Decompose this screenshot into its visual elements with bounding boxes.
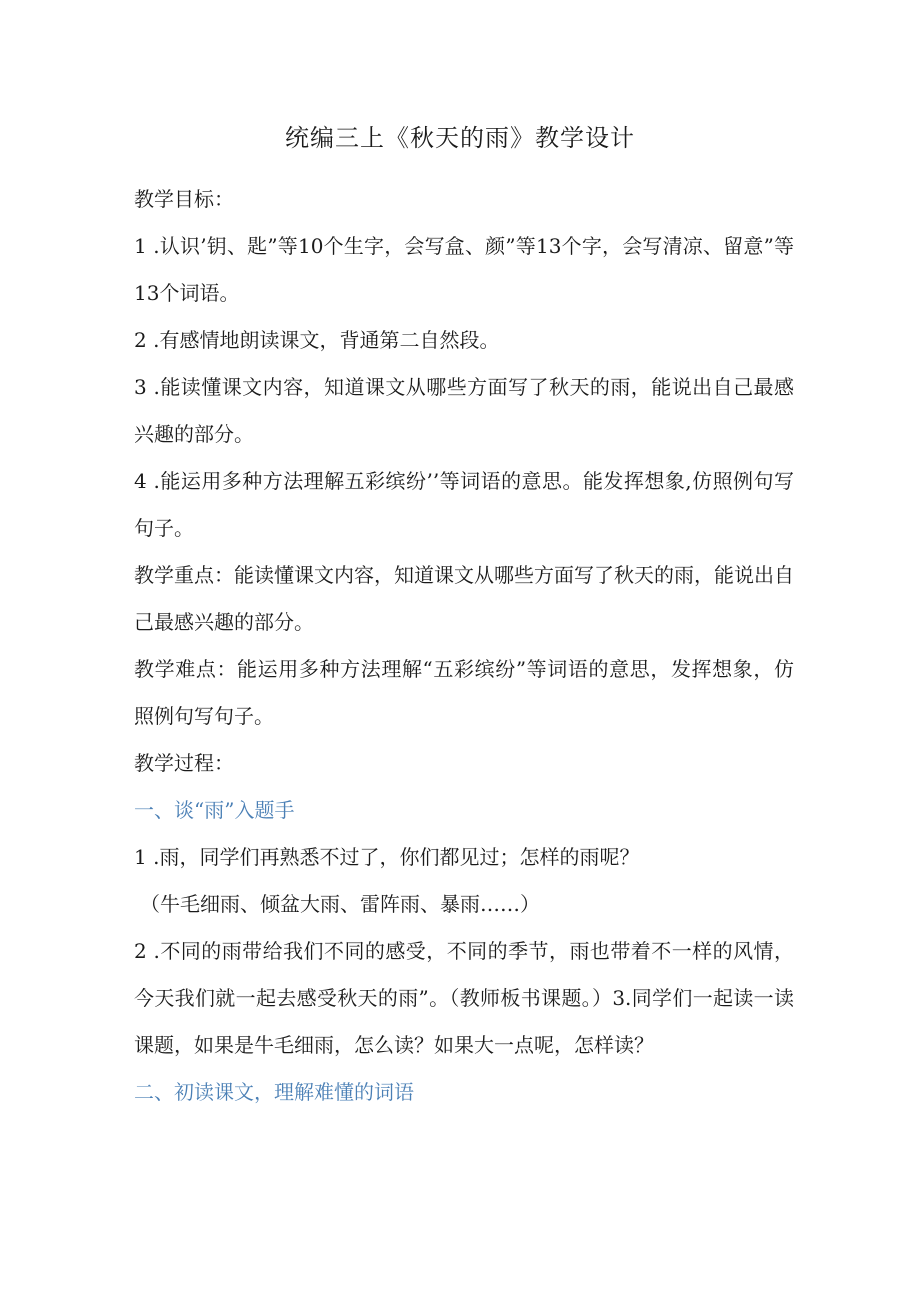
process-step-2: 2 .不同的雨带给我们不同的感受，不同的季节，雨也带着不一样的风情，今天我们就一起去感受秋天的雨”。（教师板书课题。）3.同学们一起读一读课题，如果是牛毛细雨，怎么读？如果大一点呢，怎样读？	[134, 939, 794, 1057]
objective-item-3: 3 .能读懂课文内容，知道课文从哪些方面写了秋天的雨，能说出自己最感兴趣的部分。	[134, 375, 794, 446]
section-label-objectives: 教学目标：	[134, 187, 234, 211]
process-step-1-answer: （牛毛细雨、倾盆大雨、雷阵雨、暴雨……）	[140, 892, 540, 916]
objective-item-1: 1 .认识’钥、匙”等10个生字，会写盒、颜”等13个字，会写清凉、留意”等13个词语。	[134, 234, 794, 305]
teaching-difficulty: 教学难点：能运用多种方法理解“五彩缤纷”等词语的意思，发挥想象，仿照例句写句子。	[134, 657, 794, 728]
section-label-process: 教学过程：	[134, 751, 234, 775]
document-body	[134, 176, 794, 1116]
document-title: 统编三上《秋天的雨》教学设计	[285, 124, 635, 152]
teaching-key-point: 教学重点：能读懂课文内容，知道课文从哪些方面写了秋天的雨，能说出自己最感兴趣的部分。	[134, 563, 794, 634]
process-step-1: 1 .雨，同学们再熟悉不过了，你们都见过；怎样的雨呢？	[134, 845, 640, 869]
objective-item-2: 2 .有感情地朗读课文，背通第二自然段。	[134, 328, 500, 352]
section-heading-1: 一、谈“雨”入题手	[134, 798, 295, 822]
section-heading-2: 二、初读课文，理解难懂的词语	[134, 1080, 414, 1104]
objective-item-4: 4 .能运用多种方法理解五彩缤纷’’等词语的意思。能发挥想象,仿照例句写句子。	[134, 469, 794, 540]
